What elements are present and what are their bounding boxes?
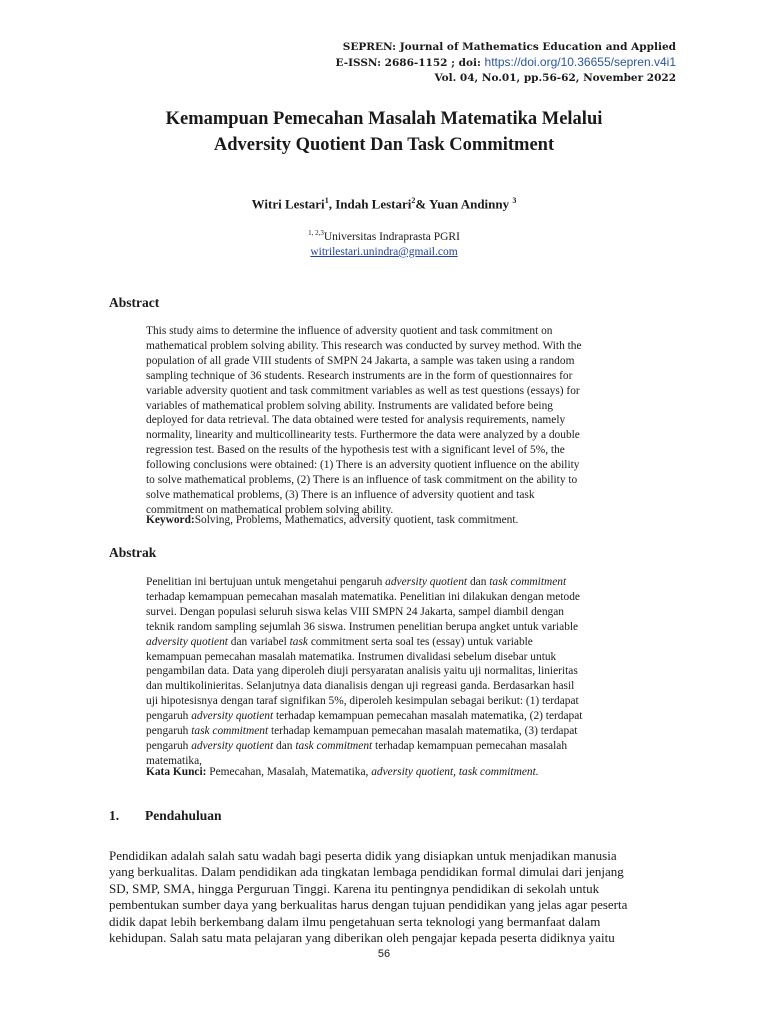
- page-number: 56: [377, 948, 391, 960]
- journal-header: [336, 40, 676, 86]
- abstrak-body: Penelitian ini bertujuan untuk mengetahui pengaruh adversity quotient dan task commitment terhadap kemampuan pemecahan masalah matematika. Penelitian ini dilakukan dengan metode survei. Dengan populasi seluruh siswa kelas VIII SMPN 24 Jakarta, sampel diambil dengan teknik random sampling sejumlah 36 siswa. Instrumen penelitian berupa angket untuk variable adversity quotient dan variabel task commitment serta soal tes (essay) untuk variable kemampuan pemecahan masalah matematika. Instrumen divalidasi sebelum disebar untuk pengambilan data. Data yang diperoleh diuji persyaratan analisis yaitu uji normalitas, linieritas dan multikolinieritas. Selanjutnya data dianalisis dengan uji regreasi ganda. Berdasarkan hasil uji hipotesisnya dengan taraf signifikan 5%, diperoleh kesimpulan sebagai berikut: (1) terdapat pengaruh adversity quotient terhadap kemampuan pemecahan masalah matematika, (2) terdapat pengaruh task commitment terhadap kemampuan pemecahan masalah matematika, (3) terdapat pengaruh adversity quotient dan task commitment terhadap kemampuan pemecahan masalah matematika,: [146, 576, 583, 767]
- journal-name: SEPREN: Journal of Mathematics Education and Applied: [342, 41, 676, 53]
- paper-title: Kemampuan Pemecahan Masalah Matematika Melalui Adversity Quotient Dan Task Commitment: [165, 109, 603, 155]
- author-list: Witri Lestari$^1$, Indah Lestari$^2$& Yuan Andinny $^3$: [251, 196, 517, 212]
- abstrak-heading: Abstrak: [109, 545, 157, 560]
- journal-volume: Vol. 04, No.01, pp.56-62, November 2022: [434, 72, 676, 84]
- abstract-keywords: Keyword:Solving, Problems, Mathematics, adversity quotient, task commitment.: [146, 514, 519, 526]
- abstract-body: This study aims to determine the influence of adversity quotient and task commitment on mathematical problem solving ability. This research was conducted by survey method. With the population of all grade VIII students of SMPN 24 Jakarta, a sample was taken using a random sampling technique of 36 students. Research instruments are in the form of questionnaires for variable adversity quotient and task commitment variables as well as test questions (essays) for variables of mathematical problem solving ability. Instruments are validated before being deployed for data retrieval. The data obtained were tested for analysis requirements, namely normality, linearity and multicollinearity tests. Furthermore the data were analyzed by a double regression test. Based on the results of the hypothesis test with a significant level of 5%, the following conclusions were obtained: (1) There is an adversity quotient influence on the ability to solve mathematical problems, (2) There is an influence of task commitment on the ability to solve mathematical problems, (3) There is an influence of adversity quotient and task commitment on mathematical problem solving ability.: [146, 325, 582, 516]
- introduction-heading: 1. Pendahuluan: [109, 808, 222, 823]
- journal-issn-doi: E-ISSN: 2686-1152 ; doi: https://doi.org/10.36655/sepren.v4i1: [335, 55, 676, 69]
- doi-link[interactable]: https://doi.org/10.36655/sepren.v4i1: [484, 55, 676, 69]
- abstract-heading: Abstract: [109, 295, 160, 310]
- affiliation: $^{1, 2,3}$Universitas Indraprasta PGRI witrilestari.unindra@gmail.com: [100, 226, 668, 260]
- abstrak-keywords: Kata Kunci: Pemecahan, Masalah, Matematika, adversity quotient, task commitment.: [146, 766, 539, 778]
- introduction-body: Pendidikan adalah salah satu wadah bagi peserta didik yang disiapkan untuk menjadikan manusia yang berkualitas. Dalam pendidikan ada tingkatan lembaga pendidikan formal dimulai dari jenjang SD, SMP, SMA, hingga Perguruan Tinggi. Karena itu pentingnya pendidikan di sekolah untuk pembentukan sumber daya yang berkualitas harus dengan tujuan pendidikan yang jelas agar peserta didik dapat lebih berkembang dalam ilmu pengetahuan serta teknologi yang bermanfaat dalam kehidupan. Salah satu mata pelajaran yang diberikan oleh pengajar kepada peserta didiknya yaitu: [109, 848, 628, 946]
- author-email-link[interactable]: witrilestari.unindra@gmail.com: [310, 245, 458, 258]
